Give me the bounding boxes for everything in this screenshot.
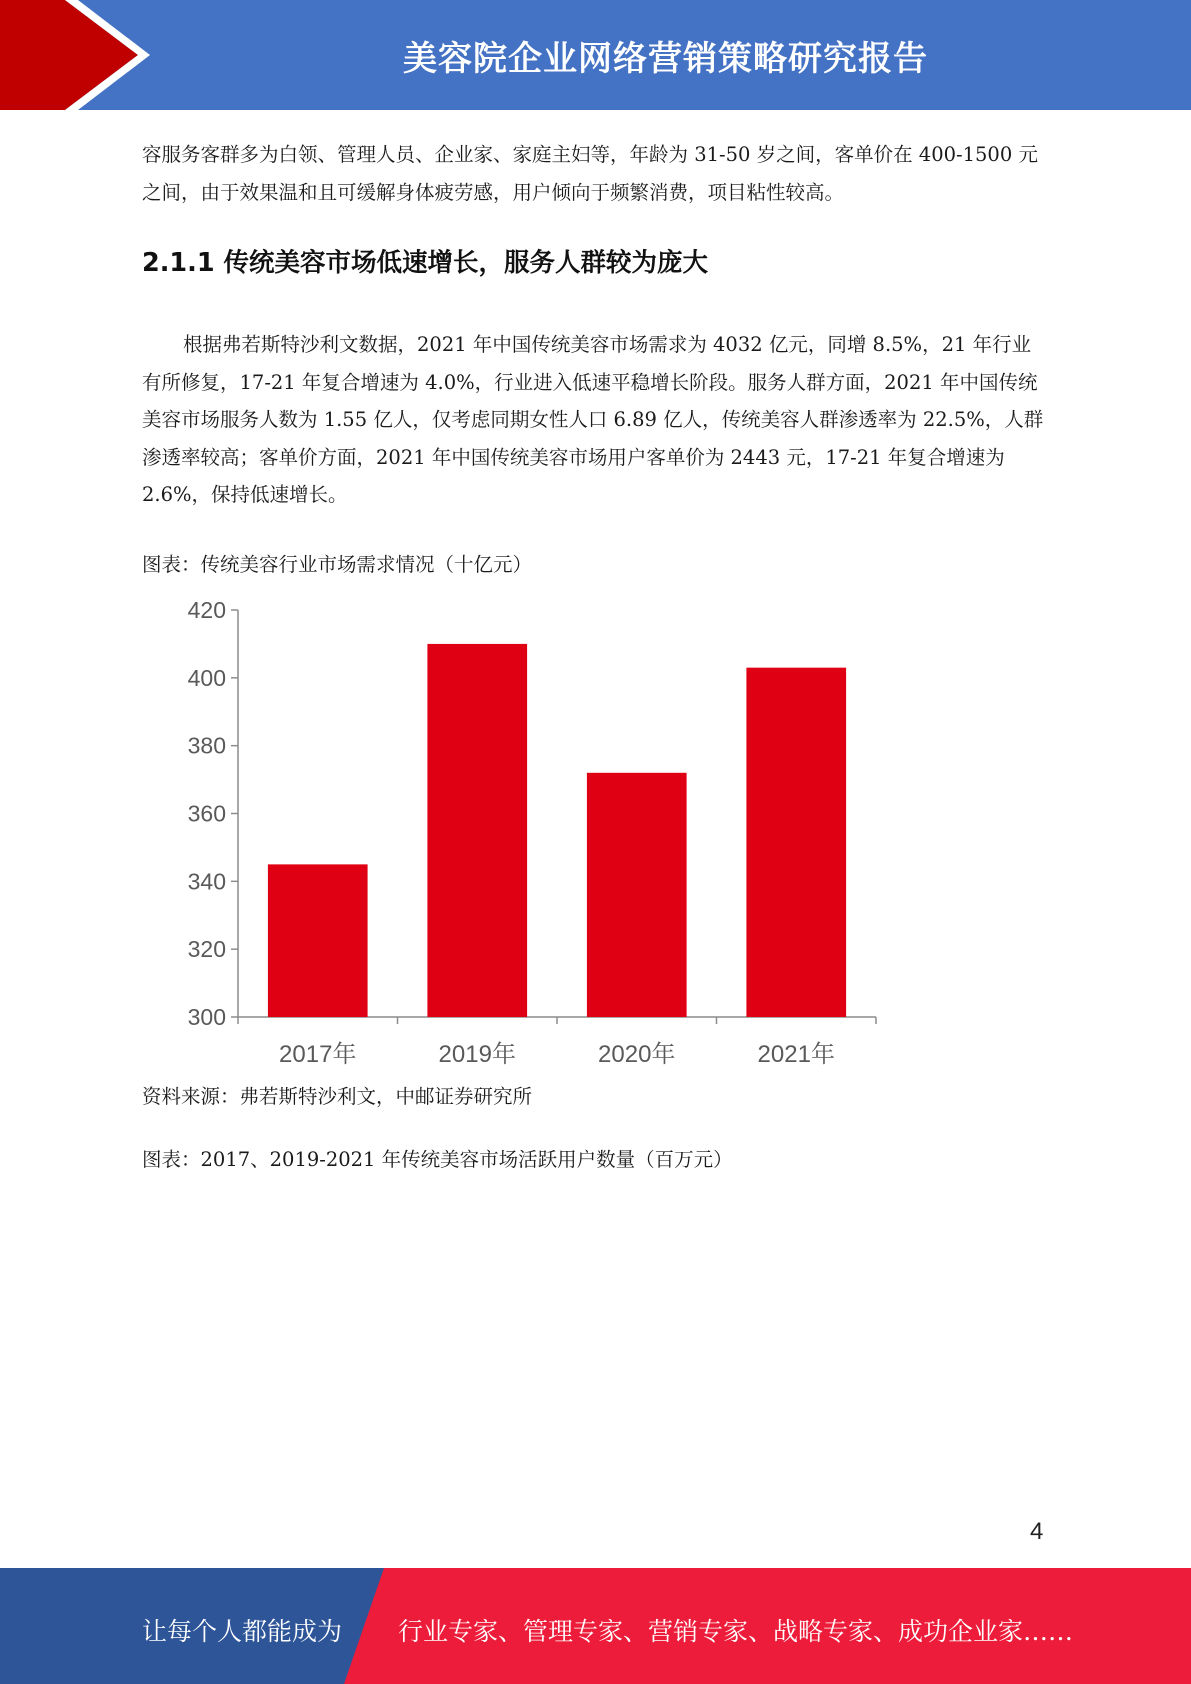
y-tick-label: 360 xyxy=(187,800,226,827)
y-tick-label: 400 xyxy=(187,664,226,691)
intro-paragraph: 容服务客群多为白领、管理人员、企业家、家庭主妇等，年龄为 31-50 岁之间，客单价在 400-1500 元之间，由于效果温和且可缓解身体疲劳感，用户倾向于频繁消费，项目粘性较高。 xyxy=(142,143,1038,204)
x-category-label: 2020年 xyxy=(598,1041,676,1068)
x-category-label: 2019年 xyxy=(438,1041,516,1068)
x-category-label: 2017年 xyxy=(279,1041,357,1068)
y-tick-label: 300 xyxy=(187,1004,226,1030)
bar-2021年 xyxy=(746,668,846,1017)
page-number: 4 xyxy=(1030,1518,1044,1545)
y-tick-label: 340 xyxy=(187,868,226,895)
y-tick-label: 320 xyxy=(187,936,226,963)
section-heading: 2.1.1 传统美容市场低速增长，服务人群较为庞大 xyxy=(142,248,708,278)
bar-2020年 xyxy=(587,773,687,1017)
header-band xyxy=(0,0,1191,110)
report-title: 美容院企业网络营销策略研究报告 xyxy=(403,38,928,79)
header-arrow-decoration xyxy=(0,0,160,110)
market-demand-bar-chart xyxy=(142,590,902,1080)
data-source: 资料来源：弗若斯特沙利文，中邮证券研究所 xyxy=(142,1085,533,1108)
x-category-label: 2021年 xyxy=(757,1041,835,1068)
footer-slogan-left: 让每个人都能成为 xyxy=(142,1617,343,1646)
y-tick-label: 380 xyxy=(187,732,226,759)
active-users-chart-caption: 图表：2017、2019-2021 年传统美容市场活跃用户数量（百万元） xyxy=(142,1148,733,1171)
bar-2017年 xyxy=(268,864,368,1017)
footer-slogan-right: 行业专家、管理专家、营销专家、战略专家、成功企业家…… xyxy=(398,1617,1074,1646)
bar-2019年 xyxy=(427,644,527,1017)
chart-caption: 图表：传统美容行业市场需求情况（十亿元） xyxy=(142,553,533,576)
main-paragraph: 根据弗若斯特沙利文数据，2021 年中国传统美容市场需求为 4032 亿元，同增 8.5%，21 年行业有所修复，17-21 年复合增速为 4.0%，行业进入低速平稳增长阶段。服务人群方面，2021 年中国传统美容市场服务人数为 1.55 亿人，仅考虑同期女性人口 6.89 亿人，传统美容人群渗透率为 22.5%，人群渗透率较高；客单价方面，2021 年中国传统美容市场用户客单价为 2443 元，17-21 年复合增速为 2.6%，保持低速增长。 xyxy=(142,333,1044,506)
y-tick-label: 420 xyxy=(187,597,226,623)
